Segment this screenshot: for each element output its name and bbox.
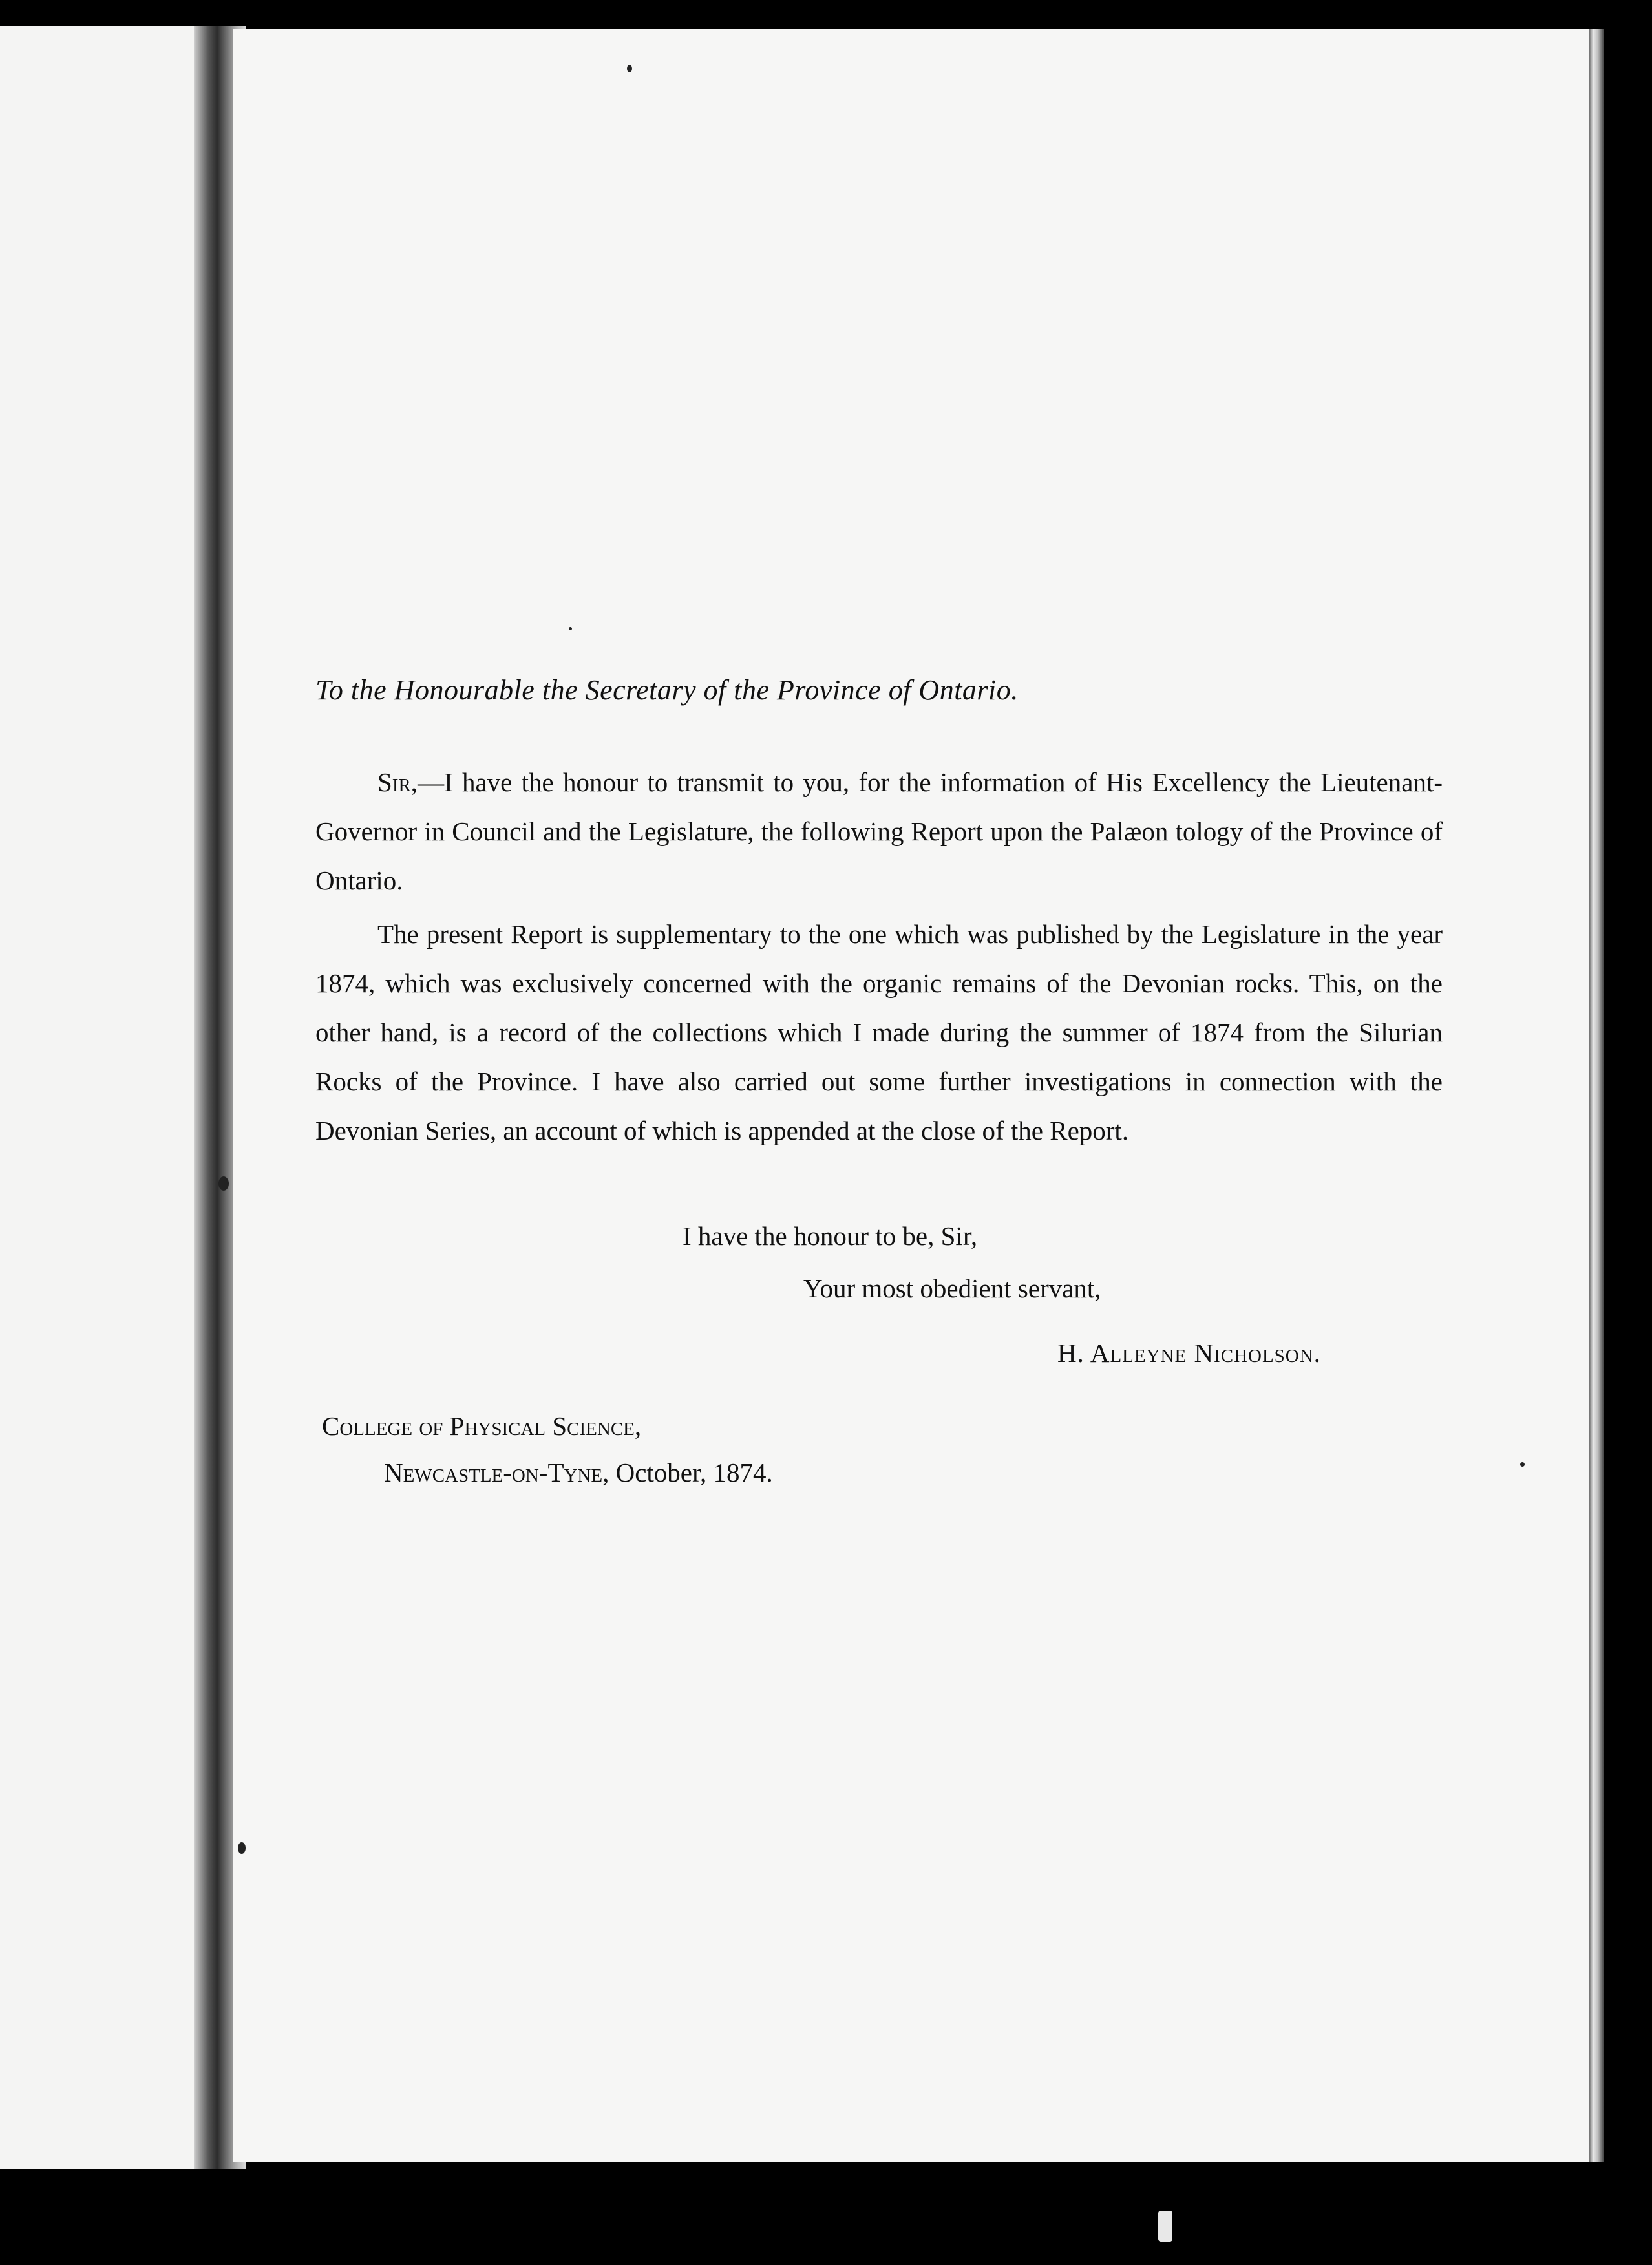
scan-speck <box>569 627 572 630</box>
scan-speck <box>627 65 632 72</box>
letter-valediction: Your most obedient servant, <box>803 1273 1101 1303</box>
left-page <box>0 26 197 2169</box>
paragraph-1-text: —I have the honour to transmit to you, for the information of His Excellency the Lieutenant-Governor in Council and the Legislature, the following Report upon the Palæon tology of the Province of Ontario. <box>315 767 1443 895</box>
scan-speck <box>1158 2211 1172 2242</box>
scan-speck <box>238 1842 246 1854</box>
letter-paragraph-2 <box>315 909 1443 1155</box>
salutation-sir: Sir, <box>377 767 418 797</box>
place-name: Newcastle-on-Tyne, <box>384 1458 609 1487</box>
letter-closing: I have the honour to be, Sir, <box>683 1221 978 1251</box>
letter-date: October, 1874. <box>615 1458 773 1487</box>
scan-speck <box>1520 1462 1525 1467</box>
institution-name: College of Physical Science, <box>322 1411 642 1441</box>
letter-salutation: To the Honourable the Secretary of the Province of Ontario. <box>315 674 1019 706</box>
letter-paragraph-1 <box>315 758 1443 905</box>
letter-signature: H. Alleyne Nicholson. <box>1057 1338 1321 1368</box>
page-edge <box>1589 29 1604 2162</box>
place-date-line <box>384 1448 773 1497</box>
scan-speck <box>218 1176 229 1191</box>
paragraph-2-text: The present Report is supplementary to the one which was published by the Legislature in the year 1874, which was exclusively concerned with the organic remains of the Devonian rocks. This, on the other hand, is a record of the collections which I made during the summer of 1874 from the Silurian Rocks of the Province. I have also carried out some further investigations in connection with the Devonian Series, an account of which is appended at the close of the Report. <box>315 919 1443 1145</box>
